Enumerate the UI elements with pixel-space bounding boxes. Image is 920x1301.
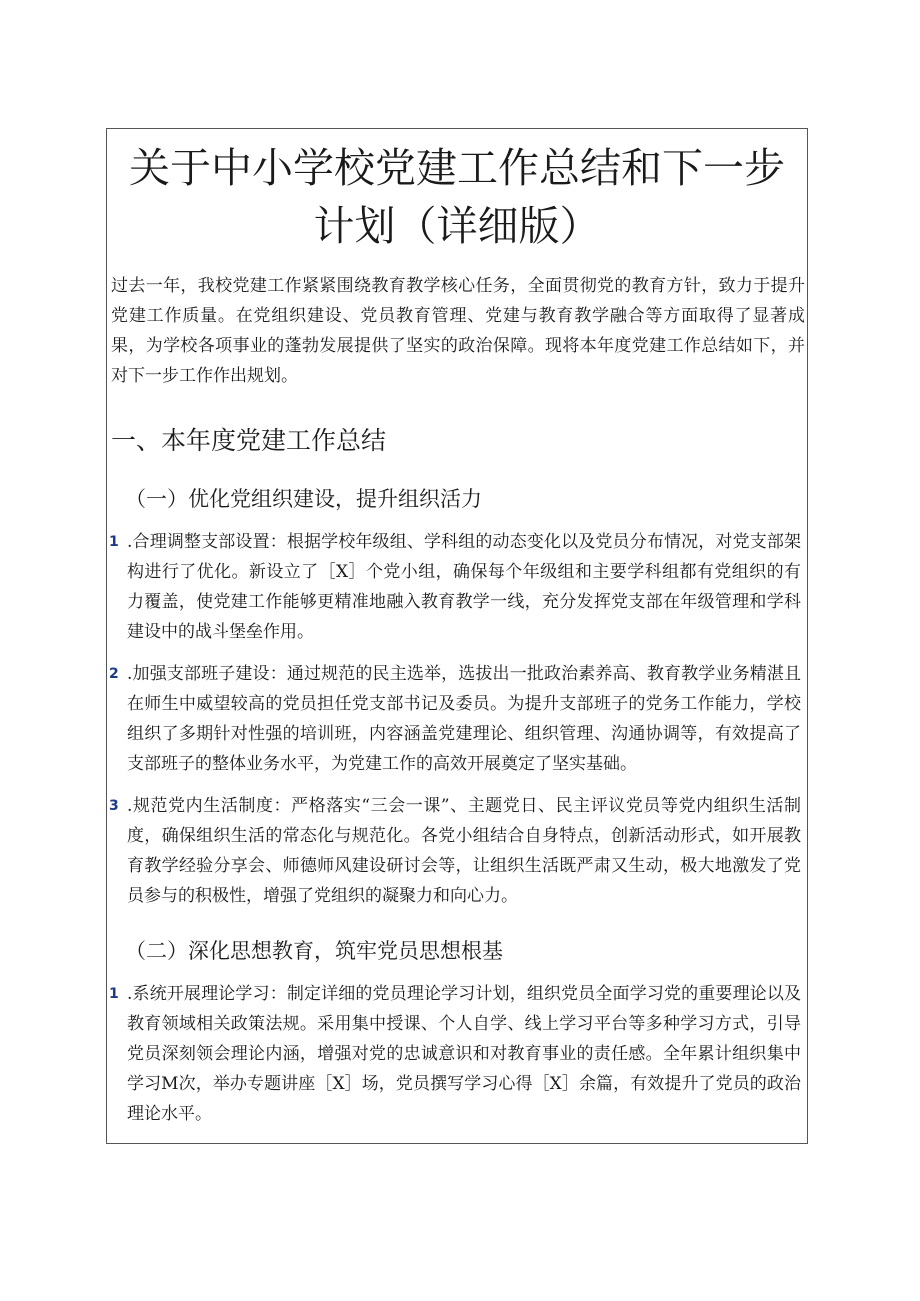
list-item-number: 2 bbox=[109, 666, 119, 682]
intro-paragraph: 过去一年，我校党建工作紧紧围绕教育教学核心任务，全面贯彻党的教育方针，致力于提升党建工作质量。在党组织建设、党员教育管理、党建与教育教学融合等方面取得了显著成果，为学校各项事业的蓬勃发展提供了坚实的政治保障。现将本年度党建工作总结如下，并对下一步工作作出规划。 bbox=[111, 276, 805, 386]
list-item-number: 1 bbox=[109, 534, 119, 550]
list-item bbox=[109, 791, 801, 911]
document-frame bbox=[106, 128, 808, 1144]
list-item-text: .系统开展理论学习：制定详细的党员理论学习计划，组织党员全面学习党的重要理论以及教育领域相关政策法规。采用集中授课、个人自学、线上学习平台等多种学习方式，引导党员深刻领会理论内涵，增强对党的忠诚意识和对教育事业的责任感。全年累计组织集中学习M次，举办专题讲座［X］场，党员撰写学习心得［X］余篇，有效提升了党员的政治理论水平。 bbox=[127, 984, 801, 1124]
list-item-text: .加强支部班子建设：通过规范的民主选举，选拔出一批政治素养高、教育教学业务精湛且在师生中威望较高的党员担任党支部书记及委员。为提升支部班子的党务工作能力，学校组织了多期针对性强的培训班，内容涵盖党建理论、组织管理、沟通协调等，有效提高了支部班子的整体业务水平，为党建工作的高效开展奠定了坚实基础。 bbox=[127, 664, 801, 774]
list-item-text: .规范党内生活制度：严格落实“三会一课”、主题党日、民主评议党员等党内组织生活制度，确保组织生活的常态化与规范化。各党小组结合自身特点，创新活动形式，如开展教育教学经验分享会、师德师风建设研讨会等，让组织生活既严肃又生动，极大地激发了党员参与的积极性，增强了党组织的凝聚力和向心力。 bbox=[127, 796, 801, 906]
list-item bbox=[109, 527, 801, 647]
document-title: 关于中小学校党建工作总结和下一步计划（详细版） bbox=[129, 144, 785, 250]
subsection-heading-2: （二）深化思想教育，筑牢党员思想根基 bbox=[125, 939, 503, 963]
list-item-text: .合理调整支部设置：根据学校年级组、学科组的动态变化以及党员分布情况，对党支部架构进行了优化。新设立了［X］个党小组，确保每个年级组和主要学科组都有党组织的有力覆盖，使党建工作能够更精准地融入教育教学一线，充分发挥党支部在年级管理和学科建设中的战斗堡垒作用。 bbox=[127, 532, 801, 642]
list-item bbox=[109, 659, 801, 779]
section-heading: 一、本年度党建工作总结 bbox=[111, 426, 387, 455]
list-item bbox=[109, 979, 801, 1129]
list-item-number: 1 bbox=[109, 986, 119, 1002]
list-item-number: 3 bbox=[109, 798, 119, 814]
subsection-heading-1: （一）优化党组织建设，提升组织活力 bbox=[125, 487, 482, 511]
